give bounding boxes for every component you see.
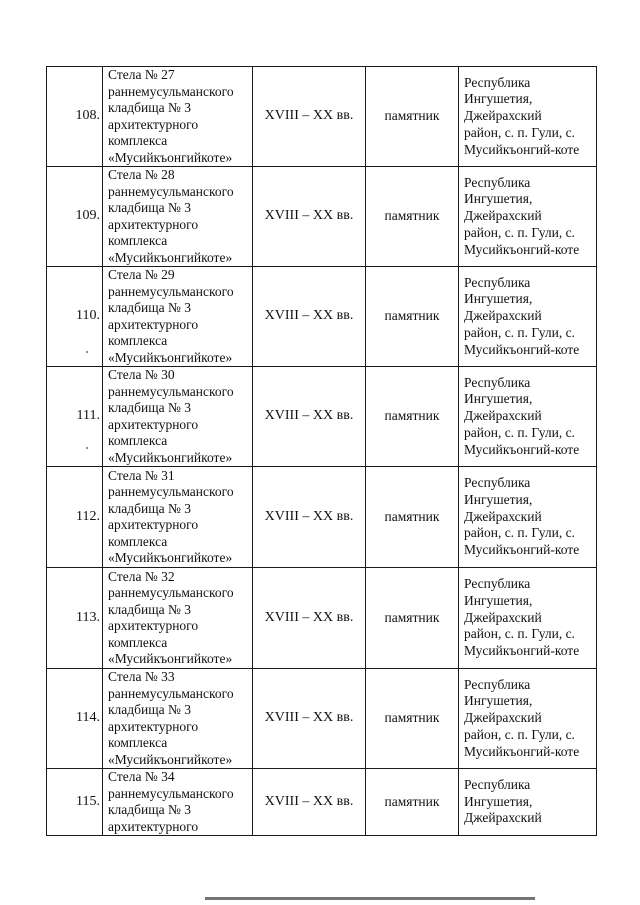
object-category: памятник — [366, 367, 459, 467]
monument-name-line: кладбища № 3 — [108, 300, 192, 315]
monument-name-line: раннемусульманского — [108, 585, 234, 600]
monument-name-line: кладбища № 3 — [108, 802, 192, 817]
table-row — [47, 167, 597, 267]
monument-name-line: комплекса — [108, 233, 168, 248]
row-number: 110. — [47, 267, 103, 367]
table-row — [47, 568, 597, 669]
object-category: памятник — [366, 568, 459, 669]
object-category: памятник — [366, 769, 459, 836]
location-line: Ингушетия, — [464, 291, 533, 307]
monument-name-line: кладбища № 3 — [108, 400, 192, 415]
location-line: Джейрахский — [464, 710, 542, 726]
monument-name-line: «Мусийкъонгийкоте» — [108, 349, 233, 365]
monument-name-line: Стела № 29 — [108, 267, 175, 282]
location-line: район, с. п. Гули, с. — [464, 525, 575, 541]
location-line: Ингушетия, — [464, 693, 533, 709]
dating-period: XVIII – XX вв. — [253, 67, 366, 167]
monument-name-line: «Мусийкъонгийкоте» — [108, 751, 233, 767]
dating-period: XVIII – XX вв. — [253, 568, 366, 669]
scan-speck — [86, 447, 88, 449]
monument-name-line: архитектурного — [108, 618, 199, 633]
row-number: 109. — [47, 167, 103, 267]
monument-name-line: кладбища № 3 — [108, 702, 192, 717]
location-line: Республика — [464, 374, 531, 390]
monument-name — [103, 67, 253, 167]
row-number: 108. — [47, 67, 103, 167]
monument-name-line: комплекса — [108, 133, 168, 148]
location-line: Джейрахский — [464, 408, 542, 424]
row-number: 112. — [47, 467, 103, 568]
monument-name-line: кладбища № 3 — [108, 601, 192, 617]
monument-name-line: кладбища № 3 — [108, 100, 192, 115]
location-line: Мусийкъонгий-коте — [464, 743, 580, 759]
table-body — [47, 67, 597, 836]
location-line: Джейрахский — [464, 108, 542, 124]
dating-period: XVIII – XX вв. — [253, 769, 366, 836]
monument-name-line: архитектурного — [108, 517, 199, 532]
monument-name — [103, 568, 253, 669]
row-number: 115. — [47, 769, 103, 836]
monument-name-line: «Мусийкъонгийкоте» — [108, 651, 233, 666]
table-row — [47, 467, 597, 568]
location-line: район, с. п. Гули, с. — [464, 124, 575, 140]
location-line: Ингушетия, — [464, 592, 533, 608]
location — [459, 669, 597, 769]
table-row — [47, 67, 597, 167]
row-number: 111. — [47, 367, 103, 467]
location-line: Мусийкъонгий-коте — [464, 341, 580, 357]
location-line: район, с. п. Гули, с. — [464, 424, 575, 440]
location-line: район, с. п. Гули, с. — [464, 224, 575, 240]
monument-name-line: раннемусульманского — [108, 83, 234, 99]
monument-name-line: Стела № 33 — [108, 669, 175, 684]
row-number: 113. — [47, 568, 103, 669]
location-line: Джейрахский — [464, 208, 542, 224]
location-line: Республика — [464, 576, 531, 592]
monuments-table — [46, 66, 597, 836]
row-number: 114. — [47, 669, 103, 769]
monument-name-line: «Мусийкъонгийкоте» — [108, 550, 233, 565]
monument-name-line: комплекса — [108, 433, 168, 448]
monument-name-line: «Мусийкъонгийкоте» — [108, 149, 233, 165]
location-line: Джейрахский — [464, 810, 542, 826]
location — [459, 769, 597, 836]
location-line: Республика — [464, 274, 531, 290]
monument-name-line: кладбища № 3 — [108, 200, 192, 215]
location-line: район, с. п. Гули, с. — [464, 626, 575, 642]
monument-name-line: раннемусульманского — [108, 283, 234, 299]
monument-name-line: Стела № 27 — [108, 67, 175, 82]
monument-name-line: раннемусульманского — [108, 383, 234, 399]
object-category: памятник — [366, 267, 459, 367]
location-line: Мусийкъонгий-коте — [464, 643, 580, 659]
location-line: Мусийкъонгий-коте — [464, 141, 580, 157]
location-line: Ингушетия, — [464, 391, 533, 407]
monument-name-line: «Мусийкъонгийкоте» — [108, 249, 233, 265]
location-line: Республика — [464, 174, 531, 190]
location-line: Джейрахский — [464, 609, 542, 625]
location-line: район, с. п. Гули, с. — [464, 324, 575, 340]
object-category: памятник — [366, 67, 459, 167]
monument-name-line: Стела № 31 — [108, 467, 175, 483]
monument-name-line: раннемусульманского — [108, 785, 234, 801]
monument-name-line: архитектурного — [108, 718, 199, 734]
location-line: Джейрахский — [464, 508, 542, 524]
dating-period: XVIII – XX вв. — [253, 467, 366, 568]
object-category: памятник — [366, 167, 459, 267]
monument-name-line: Стела № 30 — [108, 367, 175, 382]
location-line: Ингушетия, — [464, 91, 533, 107]
monument-name-line: раннемусульманского — [108, 685, 234, 701]
monument-name-line: Стела № 28 — [108, 167, 175, 182]
monument-name-line: архитектурного — [108, 316, 199, 332]
monument-name-line: Стела № 34 — [108, 769, 175, 784]
monument-name-line: архитектурного — [108, 416, 199, 432]
monument-name — [103, 467, 253, 568]
location — [459, 467, 597, 568]
dating-period: XVIII – XX вв. — [253, 267, 366, 367]
location-line: Мусийкъонгий-коте — [464, 241, 580, 257]
location — [459, 568, 597, 669]
monument-name-line: Стела № 32 — [108, 568, 175, 584]
location — [459, 67, 597, 167]
location-line: район, с. п. Гули, с. — [464, 726, 575, 742]
monument-name-line: «Мусийкъонгийкоте» — [108, 449, 233, 465]
location-line: Ингушетия, — [464, 793, 533, 809]
monument-name-line: раннемусульманского — [108, 484, 234, 499]
object-category: памятник — [366, 669, 459, 769]
location-line: Мусийкъонгий-коте — [464, 542, 580, 558]
location-line: Республика — [464, 676, 531, 692]
monument-name — [103, 167, 253, 267]
location-line: Ингушетия, — [464, 491, 533, 507]
monument-name — [103, 267, 253, 367]
table-row — [47, 267, 597, 367]
location-line: Ингушетия, — [464, 191, 533, 207]
monument-name — [103, 769, 253, 836]
dating-period: XVIII – XX вв. — [253, 167, 366, 267]
monument-name-line: архитектурного — [108, 216, 199, 232]
monument-name-line: комплекса — [108, 333, 168, 348]
table-row — [47, 769, 597, 836]
monument-name-line: комплекса — [108, 533, 168, 549]
scan-speck — [86, 351, 88, 353]
monument-name — [103, 669, 253, 769]
location-line: Республика — [464, 776, 531, 792]
location-line: Мусийкъонгий-коте — [464, 441, 580, 457]
location-line: Республика — [464, 74, 531, 90]
dating-period: XVIII – XX вв. — [253, 367, 366, 467]
monument-name-line: архитектурного — [108, 116, 199, 132]
dating-period: XVIII – XX вв. — [253, 669, 366, 769]
monument-name-line: раннемусульманского — [108, 183, 234, 199]
monument-name — [103, 367, 253, 467]
table-row — [47, 367, 597, 467]
location — [459, 267, 597, 367]
monument-name-line: комплекса — [108, 735, 168, 750]
monument-name-line: кладбища № 3 — [108, 500, 192, 516]
scan-edge-mark — [205, 897, 535, 900]
monument-name-line: комплекса — [108, 634, 168, 650]
table-row — [47, 669, 597, 769]
location-line: Республика — [464, 475, 531, 491]
location-line: Джейрахский — [464, 308, 542, 324]
location — [459, 167, 597, 267]
monument-name-line: архитектурного — [108, 818, 199, 834]
location — [459, 367, 597, 467]
object-category: памятник — [366, 467, 459, 568]
